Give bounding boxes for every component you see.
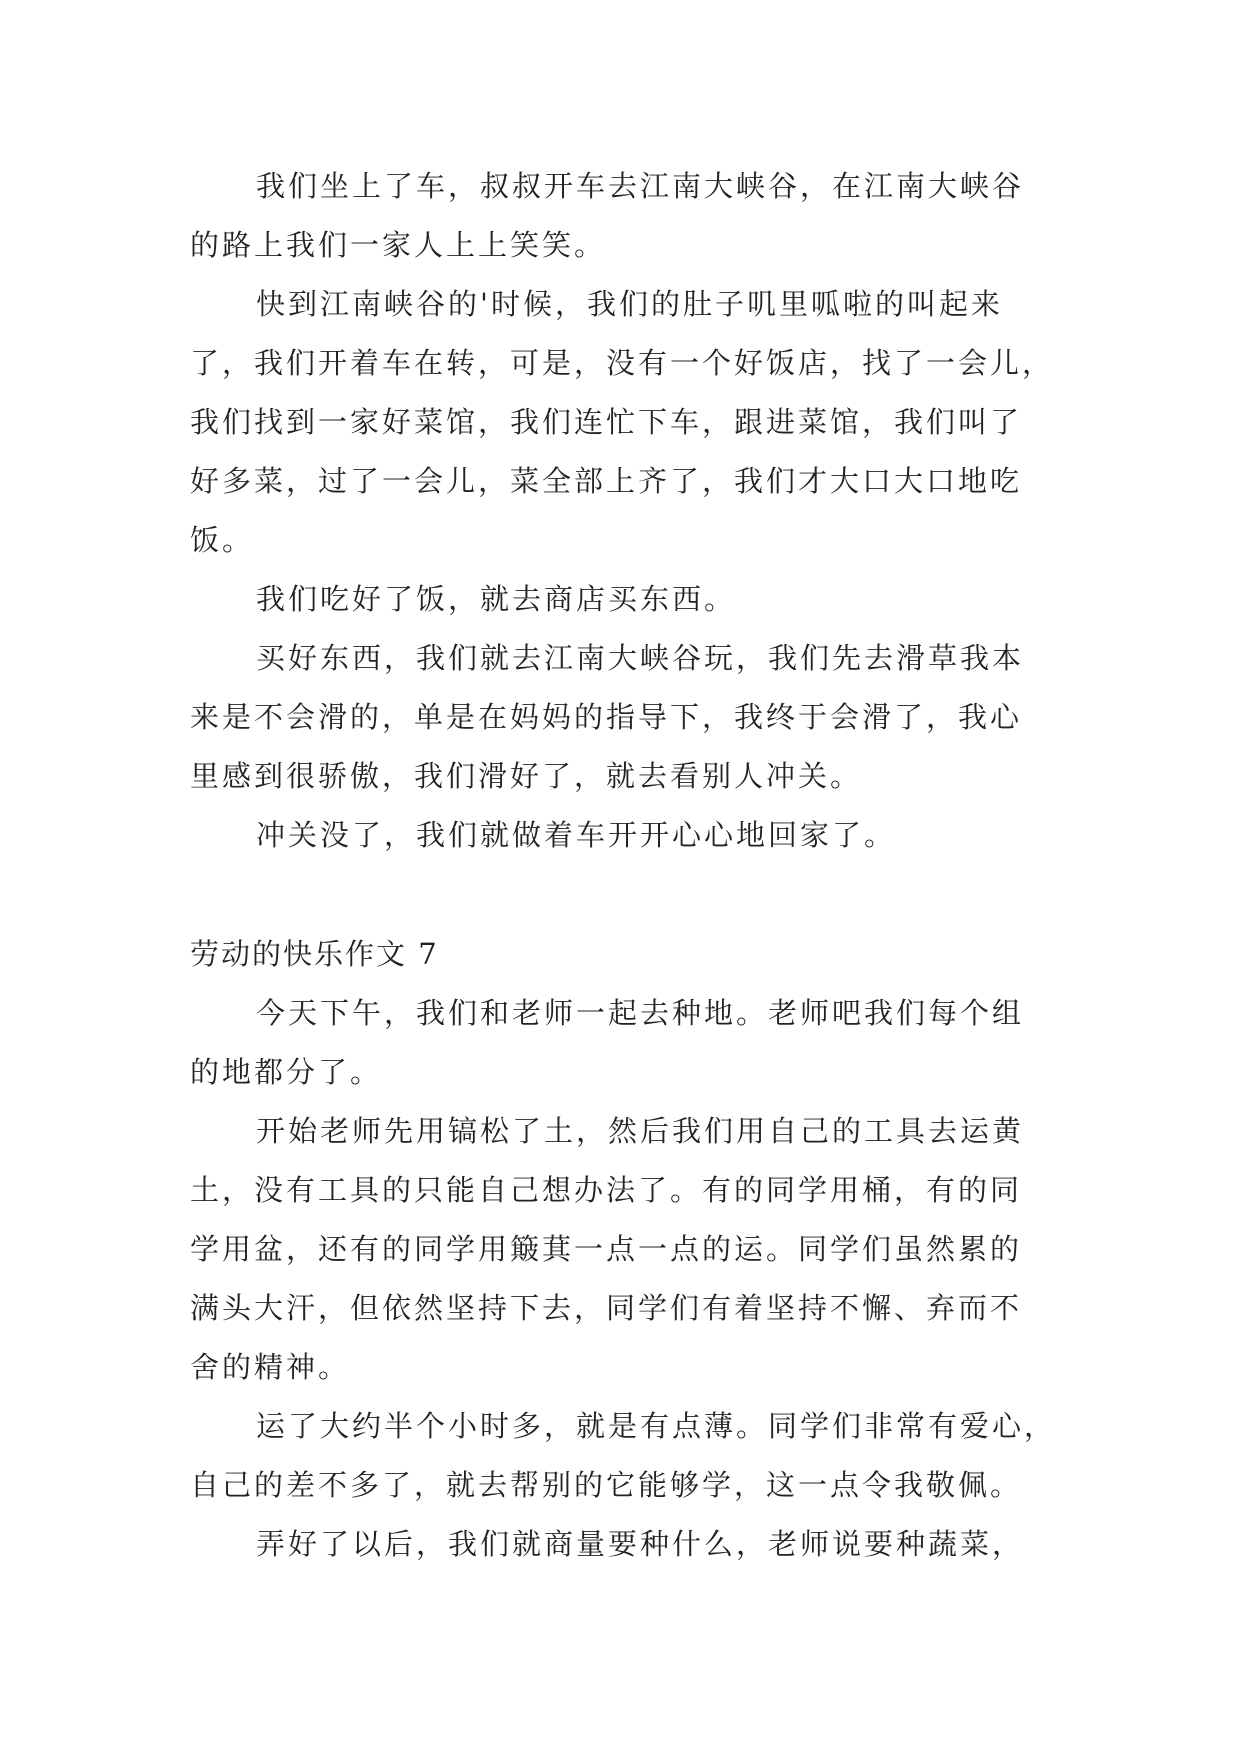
paragraph-2-line-3: 我们找到一家好菜馆，我们连忙下车，跟进菜馆，我们叫了 <box>190 405 1023 439</box>
paragraph-5-line-1: 冲关没了，我们就做着车开开心心地回家了。 <box>256 818 897 852</box>
paragraph-4-line-3: 里感到很骄傲，我们滑好了，就去看别人冲关。 <box>190 759 863 793</box>
paragraph-7-line-4: 满头大汗，但依然坚持下去，同学们有着坚持不懈、弃而不 <box>190 1291 1023 1325</box>
paragraph-4-line-1: 买好东西，我们就去江南大峡谷玩，我们先去滑草我本 <box>256 641 1025 675</box>
paragraph-4-line-2: 来是不会滑的，单是在妈妈的指导下，我终于会滑了，我心 <box>190 700 1023 734</box>
paragraph-9-line-1: 弄好了以后，我们就商量要种什么，老师说要种蔬菜， <box>256 1527 1025 1561</box>
paragraph-7-line-3: 学用盆，还有的同学用簸萁一点一点的运。同学们虽然累的 <box>190 1232 1023 1266</box>
paragraph-8-line-1: 运了大约半个小时多，就是有点薄。同学们非常有爱心， <box>256 1409 1057 1443</box>
paragraph-6-line-2: 的地都分了。 <box>190 1055 383 1089</box>
paragraph-7-line-2: 土，没有工具的只能自己想办法了。有的同学用桶，有的同 <box>190 1173 1023 1207</box>
paragraph-1-line-1: 我们坐上了车，叔叔开车去江南大峡谷，在江南大峡谷 <box>256 169 1025 203</box>
paragraph-8-line-2: 自己的差不多了，就去帮别的它能够学，这一点令我敬佩。 <box>190 1468 1023 1502</box>
paragraph-6-line-1: 今天下午，我们和老师一起去种地。老师吧我们每个组 <box>256 996 1025 1030</box>
paragraph-2-line-1: 快到江南峡谷的'时候，我们的肚子叽里呱啦的叫起来 <box>256 287 1003 321</box>
paragraph-2-line-4: 好多菜，过了一会儿，菜全部上齐了，我们才大口大口地吃 <box>190 464 1023 498</box>
section-heading: 劳动的快乐作文 7 <box>190 937 439 971</box>
paragraph-2-line-2: 了，我们开着车在转，可是，没有一个好饭店，找了一会儿， <box>190 346 1055 380</box>
paragraph-7-line-1: 开始老师先用镐松了土，然后我们用自己的工具去运黄 <box>256 1114 1025 1148</box>
paragraph-1-line-2: 的路上我们一家人上上笑笑。 <box>190 228 607 262</box>
paragraph-2-line-5: 饭。 <box>190 523 255 557</box>
paragraph-3-line-1: 我们吃好了饭，就去商店买东西。 <box>256 582 737 616</box>
paragraph-7-line-5: 舍的精神。 <box>190 1350 351 1384</box>
